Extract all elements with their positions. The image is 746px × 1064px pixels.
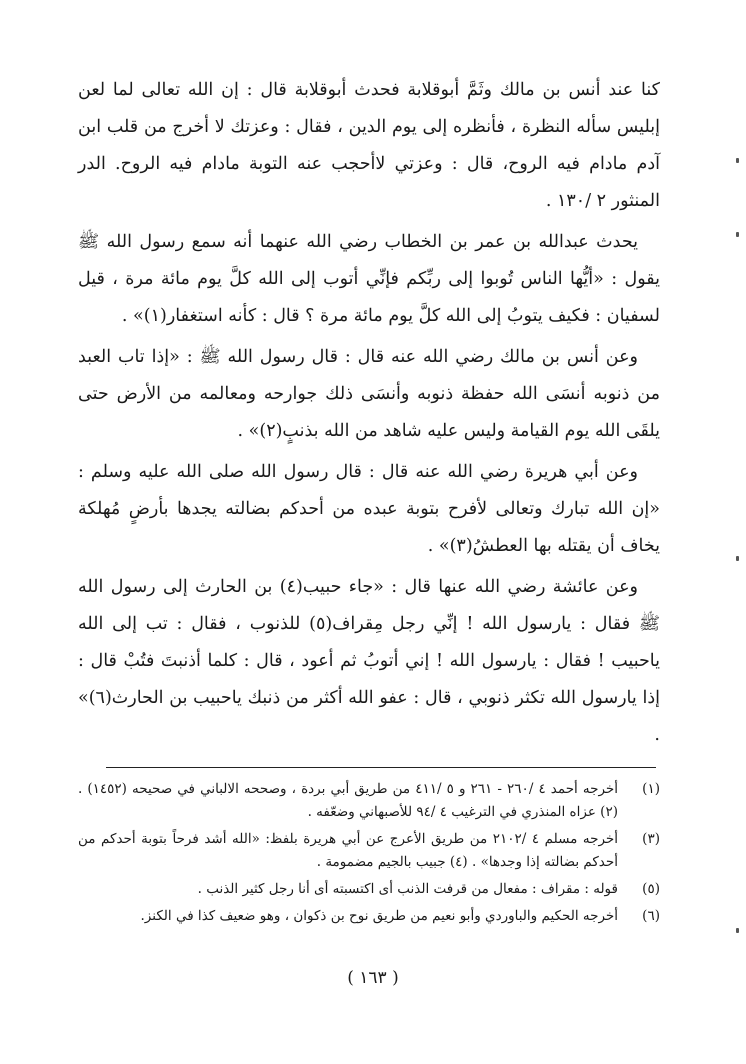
footnote-5	[78, 878, 660, 901]
footnote-text: أخرجه الحكيم والباوردي وأبو نعيم من طريق نوح بن ذكوان ، وهو ضعيف كذا في الكنز.	[140, 908, 618, 924]
footnote-number: (١)	[642, 781, 660, 797]
footnote-text: أخرجه مسلم ٤ /٢١٠٢ من طريق الأعرج عن أبي هريرة بلفظ: «الله أشد فرحاً بتوبة أحدكم من أحدكم بضالته إذا وجدها» . (٤) جبيب بالجيم مضمومة .	[78, 831, 618, 870]
footnote-6	[78, 905, 660, 928]
scan-speck	[736, 158, 739, 163]
footnote-3	[78, 828, 660, 874]
footnote-text: قوله : مقراف : مفعال من قرفت الذنب أى اكتسبته أى أنا رجل كثير الذنب .	[197, 881, 618, 897]
paragraph-4: وعن أبي هريرة رضي الله عنه قال : قال رسول الله صلى الله عليه وسلم : «إن الله تبارك وتعالى لأفرح بتوبة عبده من أحدكم بضالته يجدها بأرضٍ مُهلكة يخاف أن يقتله بها العطشُ(٣)» .	[78, 462, 660, 556]
scan-speck	[736, 928, 739, 933]
footnote-number: (٣)	[642, 831, 660, 847]
main-text	[78, 72, 660, 754]
footnotes	[78, 778, 660, 932]
scan-speck	[736, 556, 739, 561]
footnote-number: (٥)	[642, 881, 660, 897]
page-number: ( ١٦٣ )	[347, 968, 399, 988]
footnote-text: أخرجه أحمد ٤ /٢٦٠ - ٢٦١ و ٥ /٤١١ من طريق أبي بردة ، وصححه الالباني في صحيحه (١٤٥٢) . (٢) عزاه المنذري في الترغيب ٤ /٩٤ للأصبهاني وضعّفه .	[78, 781, 618, 820]
paragraph-1: كنا عند أنس بن مالك وثَمَّ أبوقلابة فحدث أبوقلابة قال : إن الله تعالى لما لعن إبليس سأله النظرة ، فأنظره إلى يوم الدين ، فقال : وعزتك لا أخرج من قلب ابن آدم مادام فيه الروح، قال : وعزتي لاأحجب عنه التوبة مادام فيه الروح. الدر المنثور ٢ /١٣٠ .	[78, 80, 660, 211]
scan-speck	[736, 232, 739, 237]
paragraph-5: وعن عائشة رضي الله عنها قال : «جاء حبيب(٤) بن الحارث إلى رسول الله ﷺ فقال : يارسول الله ! إنِّي رجل مِقراف(٥) للذنوب ، فقال : تب إلى الله ياحبيب ! فقال : يارسول الله ! إني أتوبُ ثم أعود ، قال : كلما أذنبتَ فتُبْ قال : إذا يارسول الله تكثر ذنوبي ، قال : عفو الله أكثر من ذنبك ياحبيب بن الحارث(٦)» .	[78, 577, 660, 745]
footnote-divider	[106, 767, 656, 768]
footnote-1	[78, 778, 660, 824]
footnote-number: (٦)	[642, 908, 660, 924]
paragraph-2: يحدث عبدالله بن عمر بن الخطاب رضي الله عنهما أنه سمع رسول الله ﷺ يقول : «أيُّها الناس تُوبوا إلى ربِّكم فإنِّي أتوب إلى الله كلَّ يوم مائة مرة ، قيل لسفيان : فكيف يتوبُ إلى الله كلَّ يوم مائة مرة ؟ قال : كأنه استغفار(١)» .	[78, 232, 660, 326]
paragraph-3: وعن أنس بن مالك رضي الله عنه قال : قال رسول الله ﷺ : «إذا تاب العبد من ذنوبه أنسَى الله حفظة ذنوبه وأنسَى ذلك جوارحه ومعالمه من الأرض حتى يلقَى الله يوم القيامة وليس عليه شاهد من الله بذنبٍ(٢)» .	[78, 347, 660, 441]
